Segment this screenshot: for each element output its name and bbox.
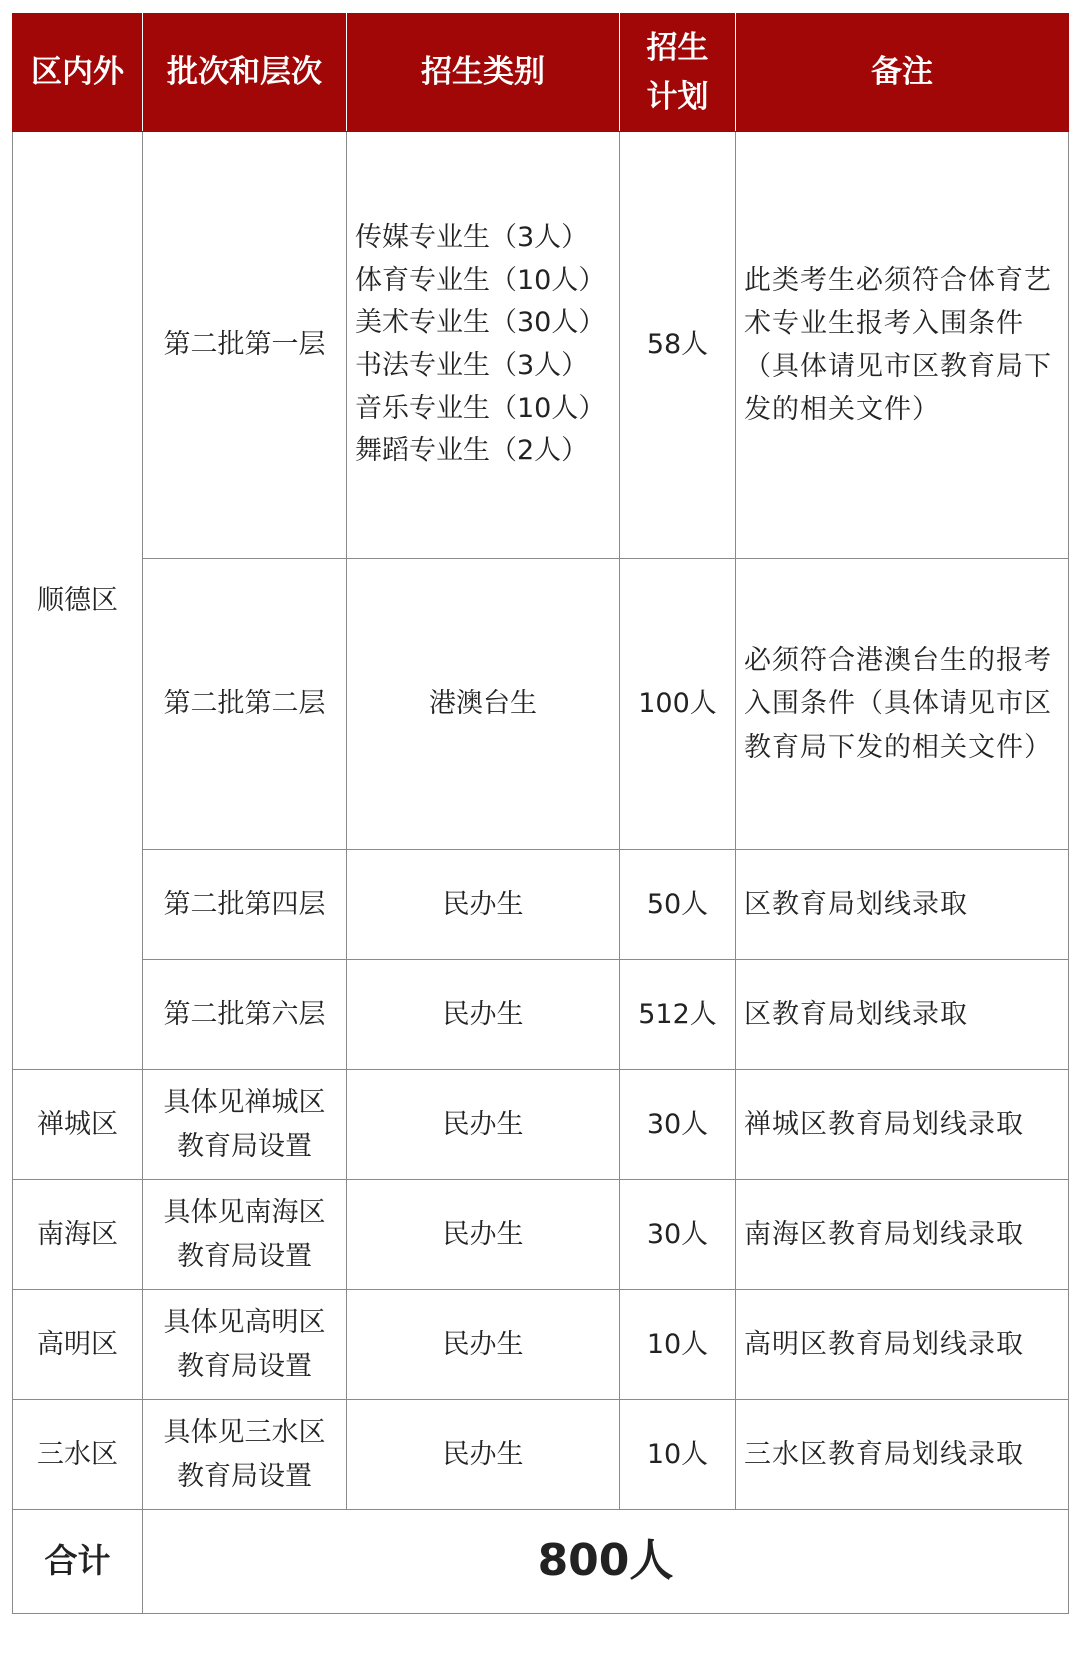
table-row	[13, 1290, 1069, 1400]
plan-cell: 30人	[620, 1070, 736, 1180]
enrollment-plan-table	[12, 13, 1069, 1614]
batch-cell: 第二批第二层	[143, 559, 347, 850]
batch-line: 教育局设置	[177, 1460, 312, 1492]
table-header-row	[13, 14, 1069, 132]
batch-line: 教育局设置	[177, 1350, 312, 1382]
table-row	[13, 559, 1069, 850]
district-cell: 禅城区	[13, 1070, 143, 1180]
batch-line: 具体见三水区	[163, 1417, 326, 1449]
batch-line: 具体见高明区	[163, 1307, 326, 1339]
category-item: 传媒专业生（3人）	[355, 222, 589, 254]
batch-line: 具体见禅城区	[163, 1087, 326, 1119]
table-row	[13, 850, 1069, 960]
category-item: 美术专业生（30人）	[355, 307, 606, 339]
total-row	[13, 1510, 1069, 1614]
header-category: 招生类别	[347, 14, 620, 132]
batch-cell	[143, 1400, 347, 1510]
header-note: 备注	[736, 14, 1069, 132]
note-cell: 区教育局划线录取	[736, 850, 1069, 960]
batch-line: 教育局设置	[177, 1240, 312, 1272]
category-cell: 民办生	[347, 1400, 620, 1510]
batch-cell	[143, 1290, 347, 1400]
header-plan-line1: 招生	[646, 30, 709, 67]
category-item: 音乐专业生（10人）	[355, 392, 606, 424]
category-cell: 民办生	[347, 850, 620, 960]
category-item: 舞蹈专业生（2人）	[355, 435, 589, 467]
table-row	[13, 132, 1069, 559]
category-cell: 民办生	[347, 960, 620, 1070]
total-value: 800人	[143, 1510, 1069, 1614]
batch-cell	[143, 1180, 347, 1290]
table-row	[13, 1400, 1069, 1510]
district-cell: 南海区	[13, 1180, 143, 1290]
header-plan-line2: 计划	[646, 78, 709, 115]
table-row	[13, 1070, 1069, 1180]
plan-cell: 50人	[620, 850, 736, 960]
batch-line: 教育局设置	[177, 1130, 312, 1162]
category-item: 书法专业生（3人）	[355, 350, 589, 381]
note-cell: 三水区教育局划线录取	[736, 1400, 1069, 1510]
table-row	[13, 1180, 1069, 1290]
category-cell: 民办生	[347, 1180, 620, 1290]
enrollment-table-container	[12, 13, 1068, 1614]
note-cell: 高明区教育局划线录取	[736, 1290, 1069, 1400]
category-cell: 港澳台生	[347, 559, 620, 850]
plan-cell: 10人	[620, 1400, 736, 1510]
plan-cell: 30人	[620, 1180, 736, 1290]
plan-cell: 512人	[620, 960, 736, 1070]
note-cell: 禅城区教育局划线录取	[736, 1070, 1069, 1180]
note-cell: 此类考生必须符合体育艺术专业生报考入围条件（具体请见市区教育局下发的相关文件）	[736, 132, 1069, 559]
note-cell: 南海区教育局划线录取	[736, 1180, 1069, 1290]
header-district: 区内外	[13, 14, 143, 132]
category-item: 体育专业生（10人）	[355, 264, 606, 296]
batch-cell: 第二批第一层	[143, 132, 347, 559]
district-cell: 三水区	[13, 1400, 143, 1510]
plan-cell: 10人	[620, 1290, 736, 1400]
header-plan	[620, 14, 736, 132]
batch-cell: 第二批第四层	[143, 850, 347, 960]
batch-cell	[143, 1070, 347, 1180]
batch-cell: 第二批第六层	[143, 960, 347, 1070]
category-cell: 民办生	[347, 1070, 620, 1180]
plan-cell: 58人	[620, 132, 736, 559]
category-list-cell	[347, 132, 620, 559]
plan-cell: 100人	[620, 559, 736, 850]
batch-line: 具体见南海区	[163, 1197, 326, 1229]
table-row	[13, 960, 1069, 1070]
note-cell: 区教育局划线录取	[736, 960, 1069, 1070]
category-cell: 民办生	[347, 1290, 620, 1400]
header-batch-level: 批次和层次	[143, 14, 347, 132]
total-label: 合计	[13, 1510, 143, 1614]
note-cell: 必须符合港澳台生的报考入围条件（具体请见市区教育局下发的相关文件）	[736, 559, 1069, 850]
district-cell-shunde: 顺德区	[13, 132, 143, 1070]
district-cell: 高明区	[13, 1290, 143, 1400]
